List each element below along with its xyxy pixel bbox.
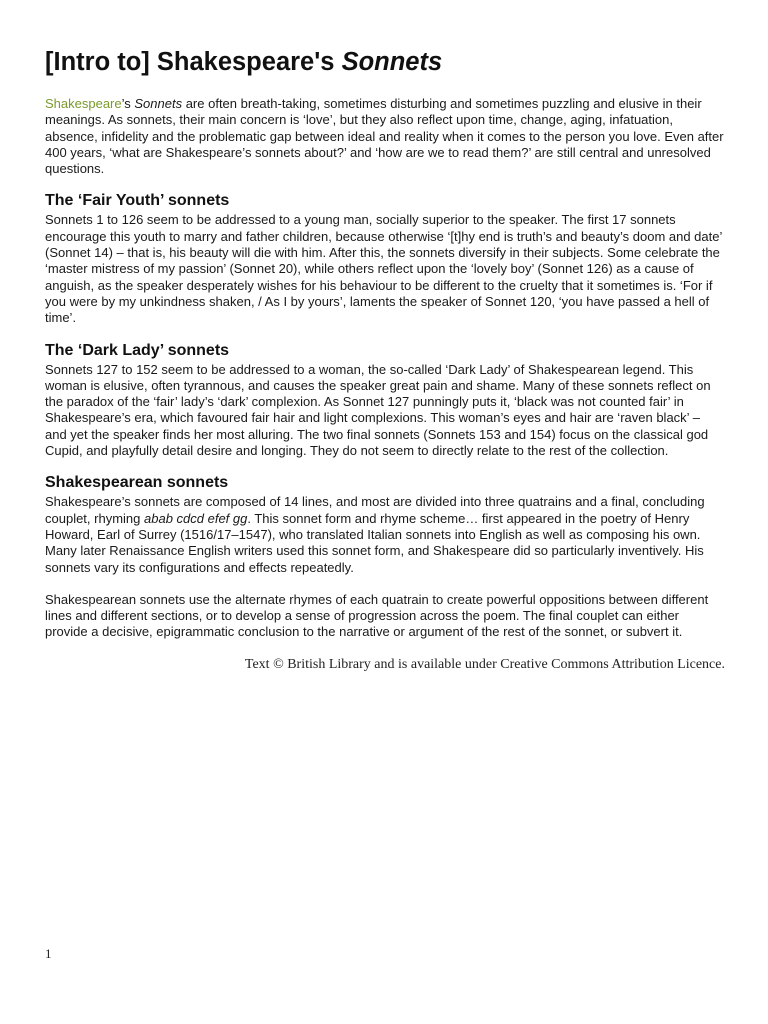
shakespearean-paragraph-2: Shakespearean sonnets use the alternate rhymes of each quatrain to create powerful oppositions between different lines and different sections, or to develop a sense of progression across the poem. The final couplet can either provide a decisive, epigrammatic conclusion to the narrative or argument of the rest of the sonnet, or subvert it. <box>45 591 709 640</box>
intro-possessive: ’s <box>121 96 135 111</box>
shakespeare-link[interactable]: Shakespeare <box>45 96 122 111</box>
intro-italic-word: Sonnets <box>134 96 183 111</box>
title-italic: Sonnets <box>341 48 443 76</box>
intro-paragraph <box>45 96 725 177</box>
shakespearean-heading: Shakespearean sonnets <box>45 474 229 492</box>
dark-lady-heading: The ‘Dark Lady’ sonnets <box>45 341 230 359</box>
rhyme-scheme: abab cdcd efef gg <box>144 510 248 526</box>
dark-lady-paragraph: Sonnets 127 to 152 seem to be addressed to a woman, the so-called ‘Dark Lady’ of Shakespearean legend. This woman is elusive, often tyrannous, and causes the speaker great pain and shame. Many of these sonnets reflect on the paradox of the ‘fair’ lady’s ‘dark’ complexion. As Sonnet 127 punningly puts it, ‘black was not counted fair’ in Shakespeare’s era, which favoured fair hair and light complexions. This woman’s eyes and hair are ‘raven black’ – and yet the speaker finds her most alluring. The two final sonnets (Sonnets 153 and 154) focus on the classical god Cupid, and playfully detail desire and longing. They do not seem to directly relate to the rest of the collection. <box>45 361 711 459</box>
shakespearean-p1-after: . This sonnet form and rhyme scheme… first appeared in the poetry of Henry Howard, Earl of Surrey (1516/17–1547), who translated Italian sonnets into English as well as composing his own. Many later Renaissance English writers used this sonnet form, and Shakespeare did so particularly inventively. His sonnets vary its configurations and effects repeatedly. <box>45 510 704 575</box>
page-number: 1 <box>45 946 52 961</box>
shakespearean-p1-before: Shakespeare’s sonnets are composed of 14 lines, and most are divided into three quatrains and a final, concluding couplet, rhyming <box>45 494 705 526</box>
document-page <box>45 46 725 673</box>
credit-line: Text © British Library and is available under Creative Commons Attribution Licence. <box>244 656 725 672</box>
page-title <box>45 46 725 78</box>
fair-youth-heading: The ‘Fair Youth’ sonnets <box>45 192 230 210</box>
fair-youth-paragraph: Sonnets 1 to 126 seem to be addressed to a young man, socially superior to the speaker. The first 17 sonnets encourage this youth to marry and father children, because otherwise ‘[t]hy end is truth’s and beauty’s doom and date’ (Sonnet 14) – that is, his beauty will die with him. After this, the sonnets diversify in their subjects. Some celebrate the ‘master mistress of my passion’ (Sonnet 20), while others reflect upon the ‘lovely boy’ (Sonnet 126) as a cause of anguish, as the speaker desperately wishes for his behaviour to be different to the cruelty that it sometimes is. ‘For if you were by my unkindness shaken, / As I by yours’, laments the speaker of Sonnet 120, ‘you have passed a hell of time’. <box>45 212 722 326</box>
title-prefix: [Intro to] Shakespeare's <box>45 48 342 76</box>
intro-rest: are often breath-taking, sometimes disturbing and sometimes puzzling and elusive in their meanings. As sonnets, their main concern is ‘love’, but they also reflect upon time, change, aging, infatuation, absence, infidelity and the problematic gap between ideal and reality when it comes to the person you love. Even after 400 years, ‘what are Shakespeare’s sonnets about?’ and ‘how are we to read them?’ are still central and unresolved questions. <box>45 96 724 177</box>
shakespearean-paragraph-1 <box>45 494 725 575</box>
